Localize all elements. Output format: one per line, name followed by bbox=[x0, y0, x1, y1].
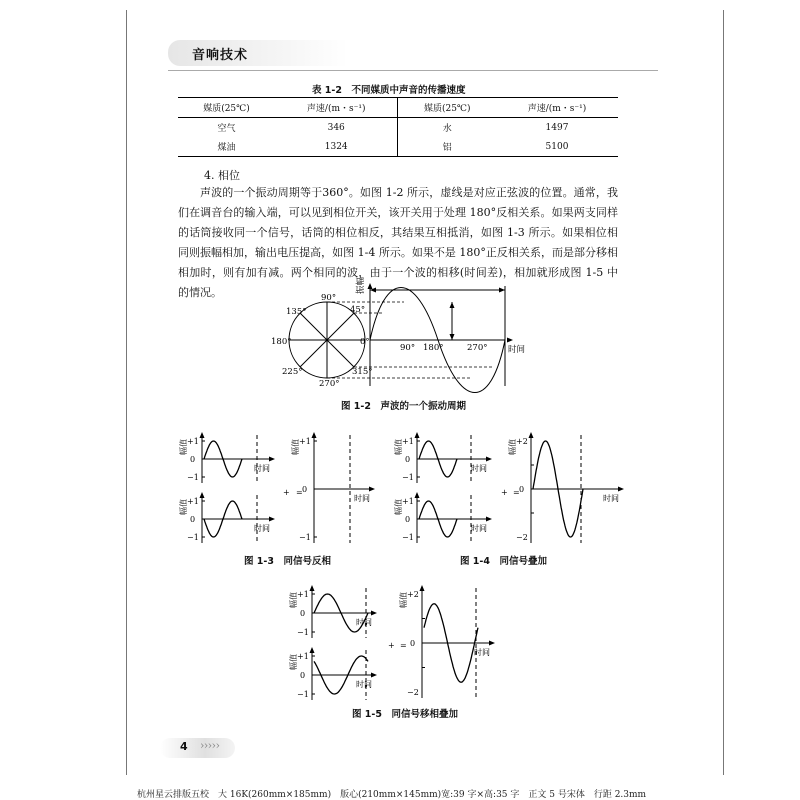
x-axis-label: 时间 bbox=[356, 680, 372, 689]
sound-speed-table bbox=[178, 97, 618, 157]
tick-zero: 0 bbox=[300, 671, 306, 680]
x-arrowhead bbox=[269, 517, 275, 522]
tick-zero: 0 bbox=[519, 485, 525, 494]
page-number: 4 bbox=[180, 740, 188, 753]
equals-operator: = bbox=[296, 488, 303, 497]
waveform-plot bbox=[288, 585, 377, 638]
section-title: 4. 相位 bbox=[204, 169, 240, 182]
tick-plus-one: +1 bbox=[187, 437, 199, 446]
tick-plus-one: +1 bbox=[297, 652, 309, 661]
x-axis-label: 时间 bbox=[254, 464, 270, 473]
x-arrowhead bbox=[489, 641, 495, 646]
table-row bbox=[178, 137, 618, 157]
tick-label: 180° bbox=[423, 343, 444, 353]
table-header-cell: 声速/(m・s⁻¹) bbox=[306, 104, 366, 114]
table-cell: 煤油 bbox=[217, 143, 236, 153]
body-paragraph: 声波的一个振动周期等于360°。如图 1-2 所示，虚线是对应正弦波的位置。通常，我们在调音台的输入端，可以见到相位开关，该开关用于处理 180°反相关系。如果两支同样的话筒接收同一个信号，话筒的相位相反，其结果互相抵消，如图 1-3 所示。如果相位相同则振幅相加，输出电压提高，如图 1-4 所示。如果不是 180°正反相关系，而是部分移相相加时，则有加有减。两个相同的波，由于一个波的相移(时间差)，相加就形成图 1-5 中的情况。 bbox=[178, 186, 618, 299]
figure-1-3 bbox=[179, 425, 370, 550]
tick-minus-one: −1 bbox=[299, 533, 311, 542]
header-rule bbox=[168, 70, 658, 71]
figure-1-2 bbox=[270, 276, 530, 394]
waveform-plot bbox=[393, 432, 492, 483]
waveform-plot bbox=[178, 432, 275, 483]
equals-operator: = bbox=[400, 641, 407, 650]
tick-zero: 0 bbox=[405, 455, 411, 464]
y-axis-label: 振幅 bbox=[356, 276, 366, 294]
angle-label: 0° bbox=[360, 337, 370, 347]
plus-operator: + bbox=[501, 488, 508, 497]
table-row bbox=[178, 118, 618, 138]
running-header-title: 音响技术 bbox=[192, 48, 249, 63]
x-axis-label: 时间 bbox=[254, 524, 270, 533]
tick-zero: 0 bbox=[410, 639, 416, 648]
tick-minus-one: −1 bbox=[402, 473, 414, 482]
y-axis-label: 幅值 bbox=[394, 439, 403, 455]
y-axis-label: 幅值 bbox=[179, 499, 188, 515]
x-arrowhead bbox=[371, 673, 377, 678]
figure-1-3-caption: 图 1-3 同信号反相 bbox=[244, 556, 331, 567]
figure-1-4 bbox=[395, 425, 625, 550]
tick-minus-two: −2 bbox=[516, 533, 528, 542]
y-axis-label: 幅值 bbox=[289, 654, 298, 670]
table-cell: 1324 bbox=[324, 141, 348, 152]
x-axis-label: 时间 bbox=[471, 524, 487, 533]
plus-operator: + bbox=[283, 488, 290, 497]
tick-zero: 0 bbox=[300, 609, 306, 618]
tick-plus-two: +2 bbox=[516, 437, 528, 446]
page-arrow-decoration: › › › › › bbox=[200, 739, 218, 752]
y-axis-label: 幅值 bbox=[179, 439, 188, 455]
x-axis-label: 时间 bbox=[508, 345, 526, 355]
tick-plus-two: +2 bbox=[407, 590, 419, 599]
x-axis-label: 时间 bbox=[603, 494, 619, 503]
tick-plus-one: +1 bbox=[402, 437, 414, 446]
figure-1-5-caption: 图 1-5 同信号移相叠加 bbox=[352, 709, 458, 720]
y-axis-label: 幅值 bbox=[399, 592, 408, 608]
table-cell: 1497 bbox=[545, 122, 569, 133]
tick-plus-one: +1 bbox=[187, 497, 199, 506]
figure-1-5 bbox=[290, 580, 510, 705]
table-header-cell: 声速/(m・s⁻¹) bbox=[527, 104, 587, 114]
y-arrowhead bbox=[310, 585, 315, 591]
print-info-line: 杭州星云排版五校 大 16K(260mm×185mm) 版心(210mm×145mm)宽:39 字×高:35 字 正文 5 号宋体 行距 2.3mm bbox=[137, 790, 647, 800]
x-arrowhead bbox=[486, 457, 492, 462]
x-arrowhead bbox=[371, 611, 377, 616]
tick-minus-one: −1 bbox=[297, 690, 309, 699]
footer-tab bbox=[160, 738, 235, 758]
angle-label: 45° bbox=[350, 305, 366, 315]
x-axis-label: 时间 bbox=[474, 648, 490, 657]
y-arrowhead bbox=[200, 492, 205, 498]
tick-plus-one: +1 bbox=[402, 497, 414, 506]
tick-zero: 0 bbox=[405, 515, 411, 524]
angle-label: 135° bbox=[286, 307, 307, 317]
figure-1-4-caption: 图 1-4 同信号叠加 bbox=[460, 556, 547, 567]
tick-zero: 0 bbox=[190, 455, 196, 464]
tick-plus-one: +1 bbox=[297, 590, 309, 599]
tick-minus-two: −2 bbox=[407, 688, 419, 697]
y-arrowhead bbox=[415, 432, 420, 438]
tick-zero: 0 bbox=[302, 485, 308, 494]
angle-label: 270° bbox=[319, 379, 340, 389]
table-header-cell: 媒质(25℃) bbox=[398, 98, 496, 118]
y-axis-label: 幅值 bbox=[394, 499, 403, 515]
y-axis-label: 幅值 bbox=[508, 439, 517, 455]
table-cell: 5100 bbox=[545, 141, 569, 152]
table-header-cell: 媒质(25℃) bbox=[203, 104, 250, 114]
tick-minus-one: −1 bbox=[187, 533, 199, 542]
tick-minus-one: −1 bbox=[187, 473, 199, 482]
waveform-plot bbox=[178, 492, 275, 543]
table-cell: 水 bbox=[398, 118, 496, 138]
x-arrowhead bbox=[269, 457, 275, 462]
tick-minus-one: −1 bbox=[297, 628, 309, 637]
angle-label: 90° bbox=[321, 293, 337, 303]
y-axis-label: 幅值 bbox=[289, 592, 298, 608]
table-cell: 空气 bbox=[217, 124, 236, 134]
angle-label: 225° bbox=[282, 367, 303, 377]
figure-1-2-caption: 图 1-2 声波的一个振动周期 bbox=[341, 401, 466, 412]
arrowheads bbox=[368, 283, 514, 343]
equals-operator: = bbox=[513, 488, 520, 497]
tick-plus-one: +1 bbox=[299, 437, 311, 446]
y-axis-label: 幅值 bbox=[291, 439, 300, 455]
waveform-plot bbox=[288, 647, 377, 700]
table-header-row bbox=[178, 98, 618, 118]
x-axis-label: 时间 bbox=[356, 618, 372, 627]
y-arrowhead bbox=[420, 585, 425, 591]
x-arrowhead bbox=[486, 517, 492, 522]
tick-zero: 0 bbox=[190, 515, 196, 524]
table-cell: 铝 bbox=[398, 137, 496, 157]
angle-label: 180° bbox=[271, 337, 292, 347]
tick-minus-one: −1 bbox=[402, 533, 414, 542]
y-arrowhead bbox=[312, 432, 317, 438]
tick-label: 270° bbox=[467, 343, 488, 353]
x-arrowhead bbox=[618, 487, 624, 492]
y-arrowhead bbox=[415, 492, 420, 498]
table-caption: 表 1-2 不同媒质中声音的传播速度 bbox=[312, 85, 466, 96]
x-axis-label: 时间 bbox=[354, 494, 370, 503]
y-arrowhead bbox=[529, 432, 534, 438]
waveform-plot bbox=[393, 492, 492, 543]
waveform-plot bbox=[398, 585, 495, 698]
waveform-plot bbox=[507, 432, 624, 543]
angle-label: 315° bbox=[352, 367, 373, 377]
y-arrowhead bbox=[200, 432, 205, 438]
y-arrowhead bbox=[310, 647, 315, 653]
table-cell: 346 bbox=[327, 122, 345, 133]
x-axis-label: 时间 bbox=[471, 464, 487, 473]
plus-operator: + bbox=[388, 641, 395, 650]
tick-label: 90° bbox=[400, 343, 416, 353]
